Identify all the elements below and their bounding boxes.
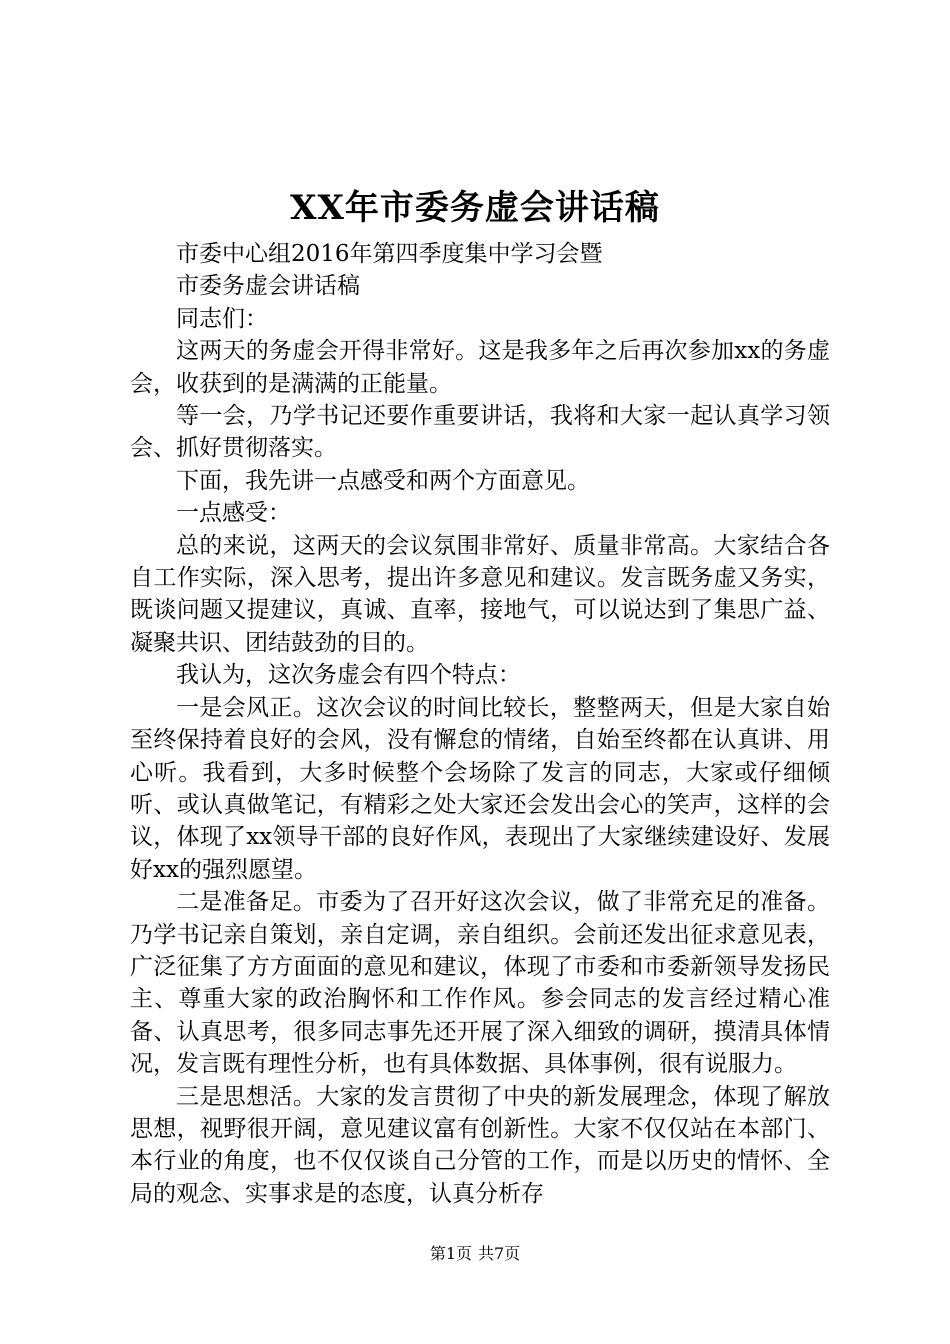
page-total: 共7页 [478,1244,521,1263]
document-title: XX年市委务虚会讲话稿 [290,188,660,228]
paragraph: 三是思想活。大家的发言贯彻了中央的新发展理念，体现了解放思想，视野很开阔，意见建议富有创新性。大家不仅仅站在本部门、本行业的角度，也不仅仅谈自己分管的工作，而是以历史的情怀、全局的观念、实事求是的态度，认真分析存 [130,1083,830,1207]
paragraph: 这两天的务虚会开得非常好。这是我多年之后再次参加xx的务虚会，收获到的是满满的正能量。 [130,338,830,397]
paragraph: 同志们： [176,305,268,332]
paragraph: 下面，我先讲一点感受和两个方面意见。 [176,467,590,494]
paragraph: 我认为，这次务虚会有四个特点： [176,662,521,689]
paragraph: 一是会风正。这次会议的时间比较长，整整两天，但是大家自始至终保持着良好的会风，没有懈怠的情绪，自始至终都在认真讲、用心听。我看到，大多时候整个会场除了发言的同志，大家或仔细倾听、或认真做笔记，有精彩之处大家还会发出会心的笑声，这样的会议，体现了xx领导干部的良好作风，表现出了大家继续建设好、发展好xx的强烈愿望。 [130,694,830,883]
paragraph: 一点感受： [176,500,291,527]
paragraph: 等一会，乃学书记还要作重要讲话，我将和大家一起认真学习领会、抓好贯彻落实。 [130,403,830,462]
document-body [130,238,830,1210]
paragraph: 二是准备足。市委为了召开好这次会议，做了非常充足的准备。乃学书记亲自策划，亲自定调，亲自组织。会前还发出征求意见表，广泛征集了方方面面的意见和建议，体现了市委和市委新领导发扬民主、尊重大家的政治胸怀和工作作风。参会同志的发言经过精心准备、认真思考，很多同志事先还开展了深入细致的调研，摸清具体情况，发言既有理性分析，也有具体数据、具体事例，很有说服力。 [130,889,830,1078]
page-footer [0,1243,950,1265]
page-number: 第1页 [429,1244,472,1263]
paragraph: 市委中心组2016年第四季度集中学习会暨 [176,241,603,267]
paragraph: 市委务虚会讲话稿 [176,273,360,300]
paragraph: 总的来说，这两天的会议氛围非常好、质量非常高。大家结合各自工作实际，深入思考，提出许多意见和建议。发言既务虚又务实，既谈问题又提建议，真诚、直率，接地气，可以说达到了集思广益、凝聚共识、团结鼓劲的目的。 [130,532,830,656]
